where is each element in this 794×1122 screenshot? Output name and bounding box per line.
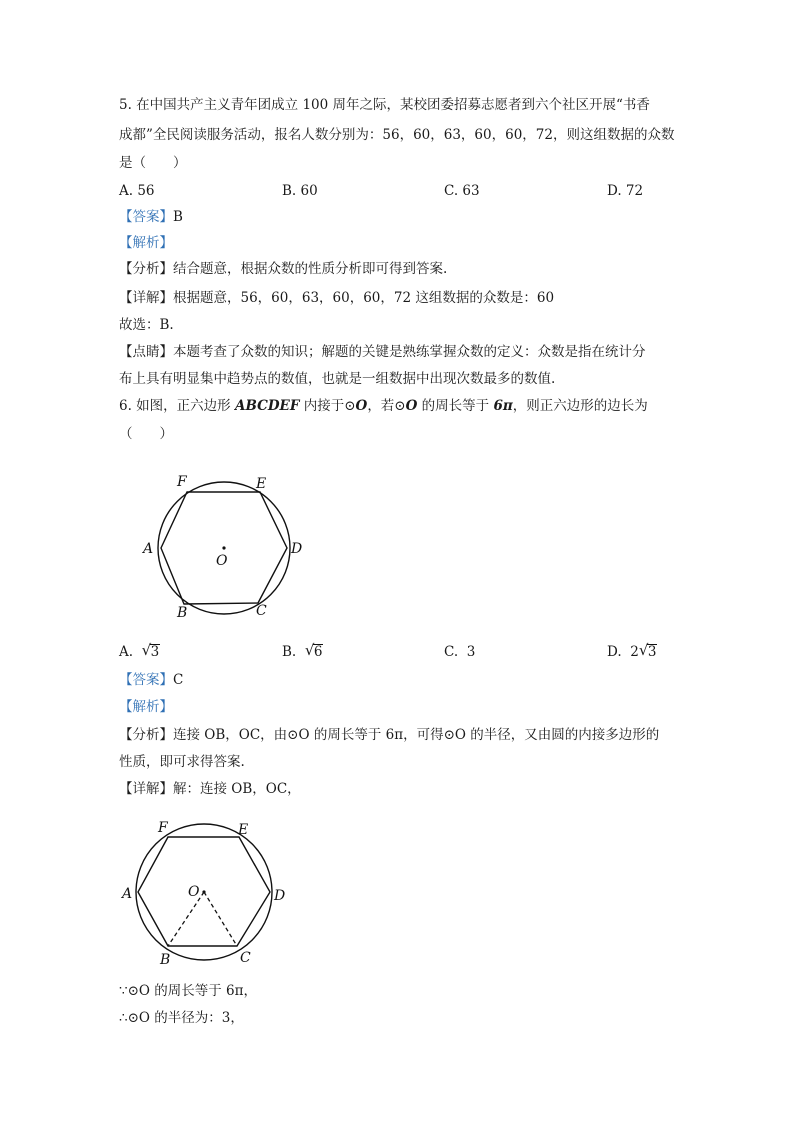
- q5-xiangjie: [119, 288, 554, 308]
- sqrt-3-d: √ 3: [638, 641, 657, 660]
- q6-xiangjie: [119, 779, 301, 799]
- q5-dianjing-text1: 本题考查了众数的知识；解题的关键是熟练掌握众数的定义：众数是指在统计分: [173, 344, 646, 360]
- segment-ob: [168, 892, 204, 946]
- label-e-2: E: [238, 822, 249, 838]
- q5-dianjing-line2: 布上具有明显集中趋势点的数值，也就是一组数据中出现次数最多的数值.: [119, 371, 556, 387]
- q5-dianjing-tag: 【点睛】: [119, 344, 173, 360]
- q6-option-b-radicand: 6: [313, 644, 323, 660]
- q5-xiangjie-tag: 【详解】: [119, 290, 173, 306]
- q6-stem-prefix: 6. 如图，正六边形: [119, 398, 235, 414]
- q6-hexagon-name: ABCDEF: [234, 398, 300, 414]
- q5-option-c: C. 63: [444, 183, 480, 199]
- q5-stem-line3: 是（ ）: [119, 155, 187, 171]
- q6-option-b: [282, 642, 323, 662]
- label-f-2: F: [158, 820, 168, 836]
- q6-circle-name: O: [355, 398, 368, 414]
- q5-option-d: D. 72: [607, 183, 644, 199]
- q6-figure-1: [140, 468, 310, 623]
- q5-guxuan: 故选：B.: [119, 317, 174, 333]
- q6-stem-suffix: ，则正六边形的边长为: [512, 398, 648, 414]
- label-d-2: D: [274, 888, 286, 904]
- q5-fenxi: [119, 259, 447, 279]
- label-o-2: O: [188, 884, 200, 900]
- q6-fenxi-line2: 性质，即可求得答案.: [119, 754, 245, 770]
- q6-fenxi-tag: 【分析】: [119, 727, 173, 743]
- label-d: D: [291, 541, 303, 557]
- q6-option-d-label: D.: [607, 644, 622, 660]
- label-o: O: [216, 553, 228, 569]
- q6-option-b-label: B.: [282, 644, 297, 660]
- q6-option-a-label: A.: [119, 644, 134, 660]
- q6-option-c-value: 3: [466, 644, 476, 660]
- q6-therefore: ∴⊙O 的半径为：3，: [119, 1010, 244, 1026]
- q6-stem-line2: （ ）: [119, 426, 173, 442]
- q6-xiangjie-text: 解：连接 OB，OC，: [173, 781, 301, 797]
- q6-option-d-radicand: 3: [647, 644, 657, 660]
- label-b: B: [177, 605, 188, 621]
- q6-option-c: [444, 642, 475, 662]
- q6-analysis: [119, 697, 173, 717]
- q6-stem-mid1: 内接于⊙: [299, 398, 356, 414]
- q6-stem-line1: [119, 396, 648, 416]
- q6-stem-mid3: 的周长等于: [417, 398, 494, 414]
- q5-fenxi-tag: 【分析】: [119, 261, 173, 277]
- q5-xiangjie-text: 根据题意，56，60，63，60，60，72 这组数据的众数是：60: [173, 290, 555, 306]
- q5-answer-value: B: [173, 209, 183, 225]
- q5-dianjing-line1: [119, 342, 646, 362]
- q6-circle-name-2: O: [405, 398, 418, 414]
- q6-option-a: [119, 642, 160, 662]
- q6-figure-2: [118, 812, 298, 972]
- q5-analysis: [119, 233, 173, 253]
- sqrt-6: √ 6: [304, 641, 323, 660]
- q6-analysis-tag: 【解析】: [119, 699, 173, 715]
- q6-because: ∵⊙O 的周长等于 6π，: [119, 983, 258, 999]
- q6-fenxi-line1: [119, 725, 659, 745]
- q6-option-d: [607, 642, 657, 662]
- segment-oc: [204, 892, 237, 946]
- label-c-2: C: [240, 950, 251, 966]
- q6-answer-tag: 【答案】: [119, 672, 173, 688]
- q6-option-a-radicand: 3: [150, 644, 160, 660]
- q5-option-b: B. 60: [282, 183, 318, 199]
- sqrt-3: √ 3: [141, 641, 160, 660]
- q6-answer-value: C: [173, 672, 184, 688]
- label-a-2: A: [122, 886, 133, 902]
- q6-stem-mid2: ，若⊙: [367, 398, 406, 414]
- q5-fenxi-text: 结合题意，根据众数的性质分析即可得到答案.: [173, 261, 448, 277]
- q6-fenxi-text1: 连接 OB，OC，由⊙O 的周长等于 6π，可得⊙O 的半径，又由圆的内接多边形的: [173, 727, 660, 743]
- label-f: F: [177, 474, 187, 490]
- q5-stem-line2: 成都”全民阅读服务活动，报名人数分别为：56，60，63，60，60，72，则这组数据的众数: [119, 127, 675, 143]
- center-point-2: [202, 890, 205, 893]
- q5-answer-tag: 【答案】: [119, 209, 173, 225]
- label-b-2: B: [160, 952, 171, 968]
- q6-perimeter: 6π: [493, 398, 513, 414]
- q5-stem-line1: 5. 在中国共产主义青年团成立 100 周年之际，某校团委招募志愿者到六个社区开展“书香: [119, 97, 650, 113]
- q6-xiangjie-tag: 【详解】: [119, 781, 173, 797]
- q5-analysis-tag: 【解析】: [119, 235, 173, 251]
- q5-option-a: A. 56: [119, 183, 155, 199]
- label-a: A: [143, 541, 154, 557]
- q6-option-c-label: C.: [444, 644, 459, 660]
- label-c: C: [256, 603, 267, 619]
- label-e: E: [256, 476, 267, 492]
- q6-option-d-coef: 2: [630, 644, 639, 660]
- q5-answer: [119, 207, 183, 227]
- center-point: [222, 546, 225, 549]
- q6-answer: [119, 670, 183, 690]
